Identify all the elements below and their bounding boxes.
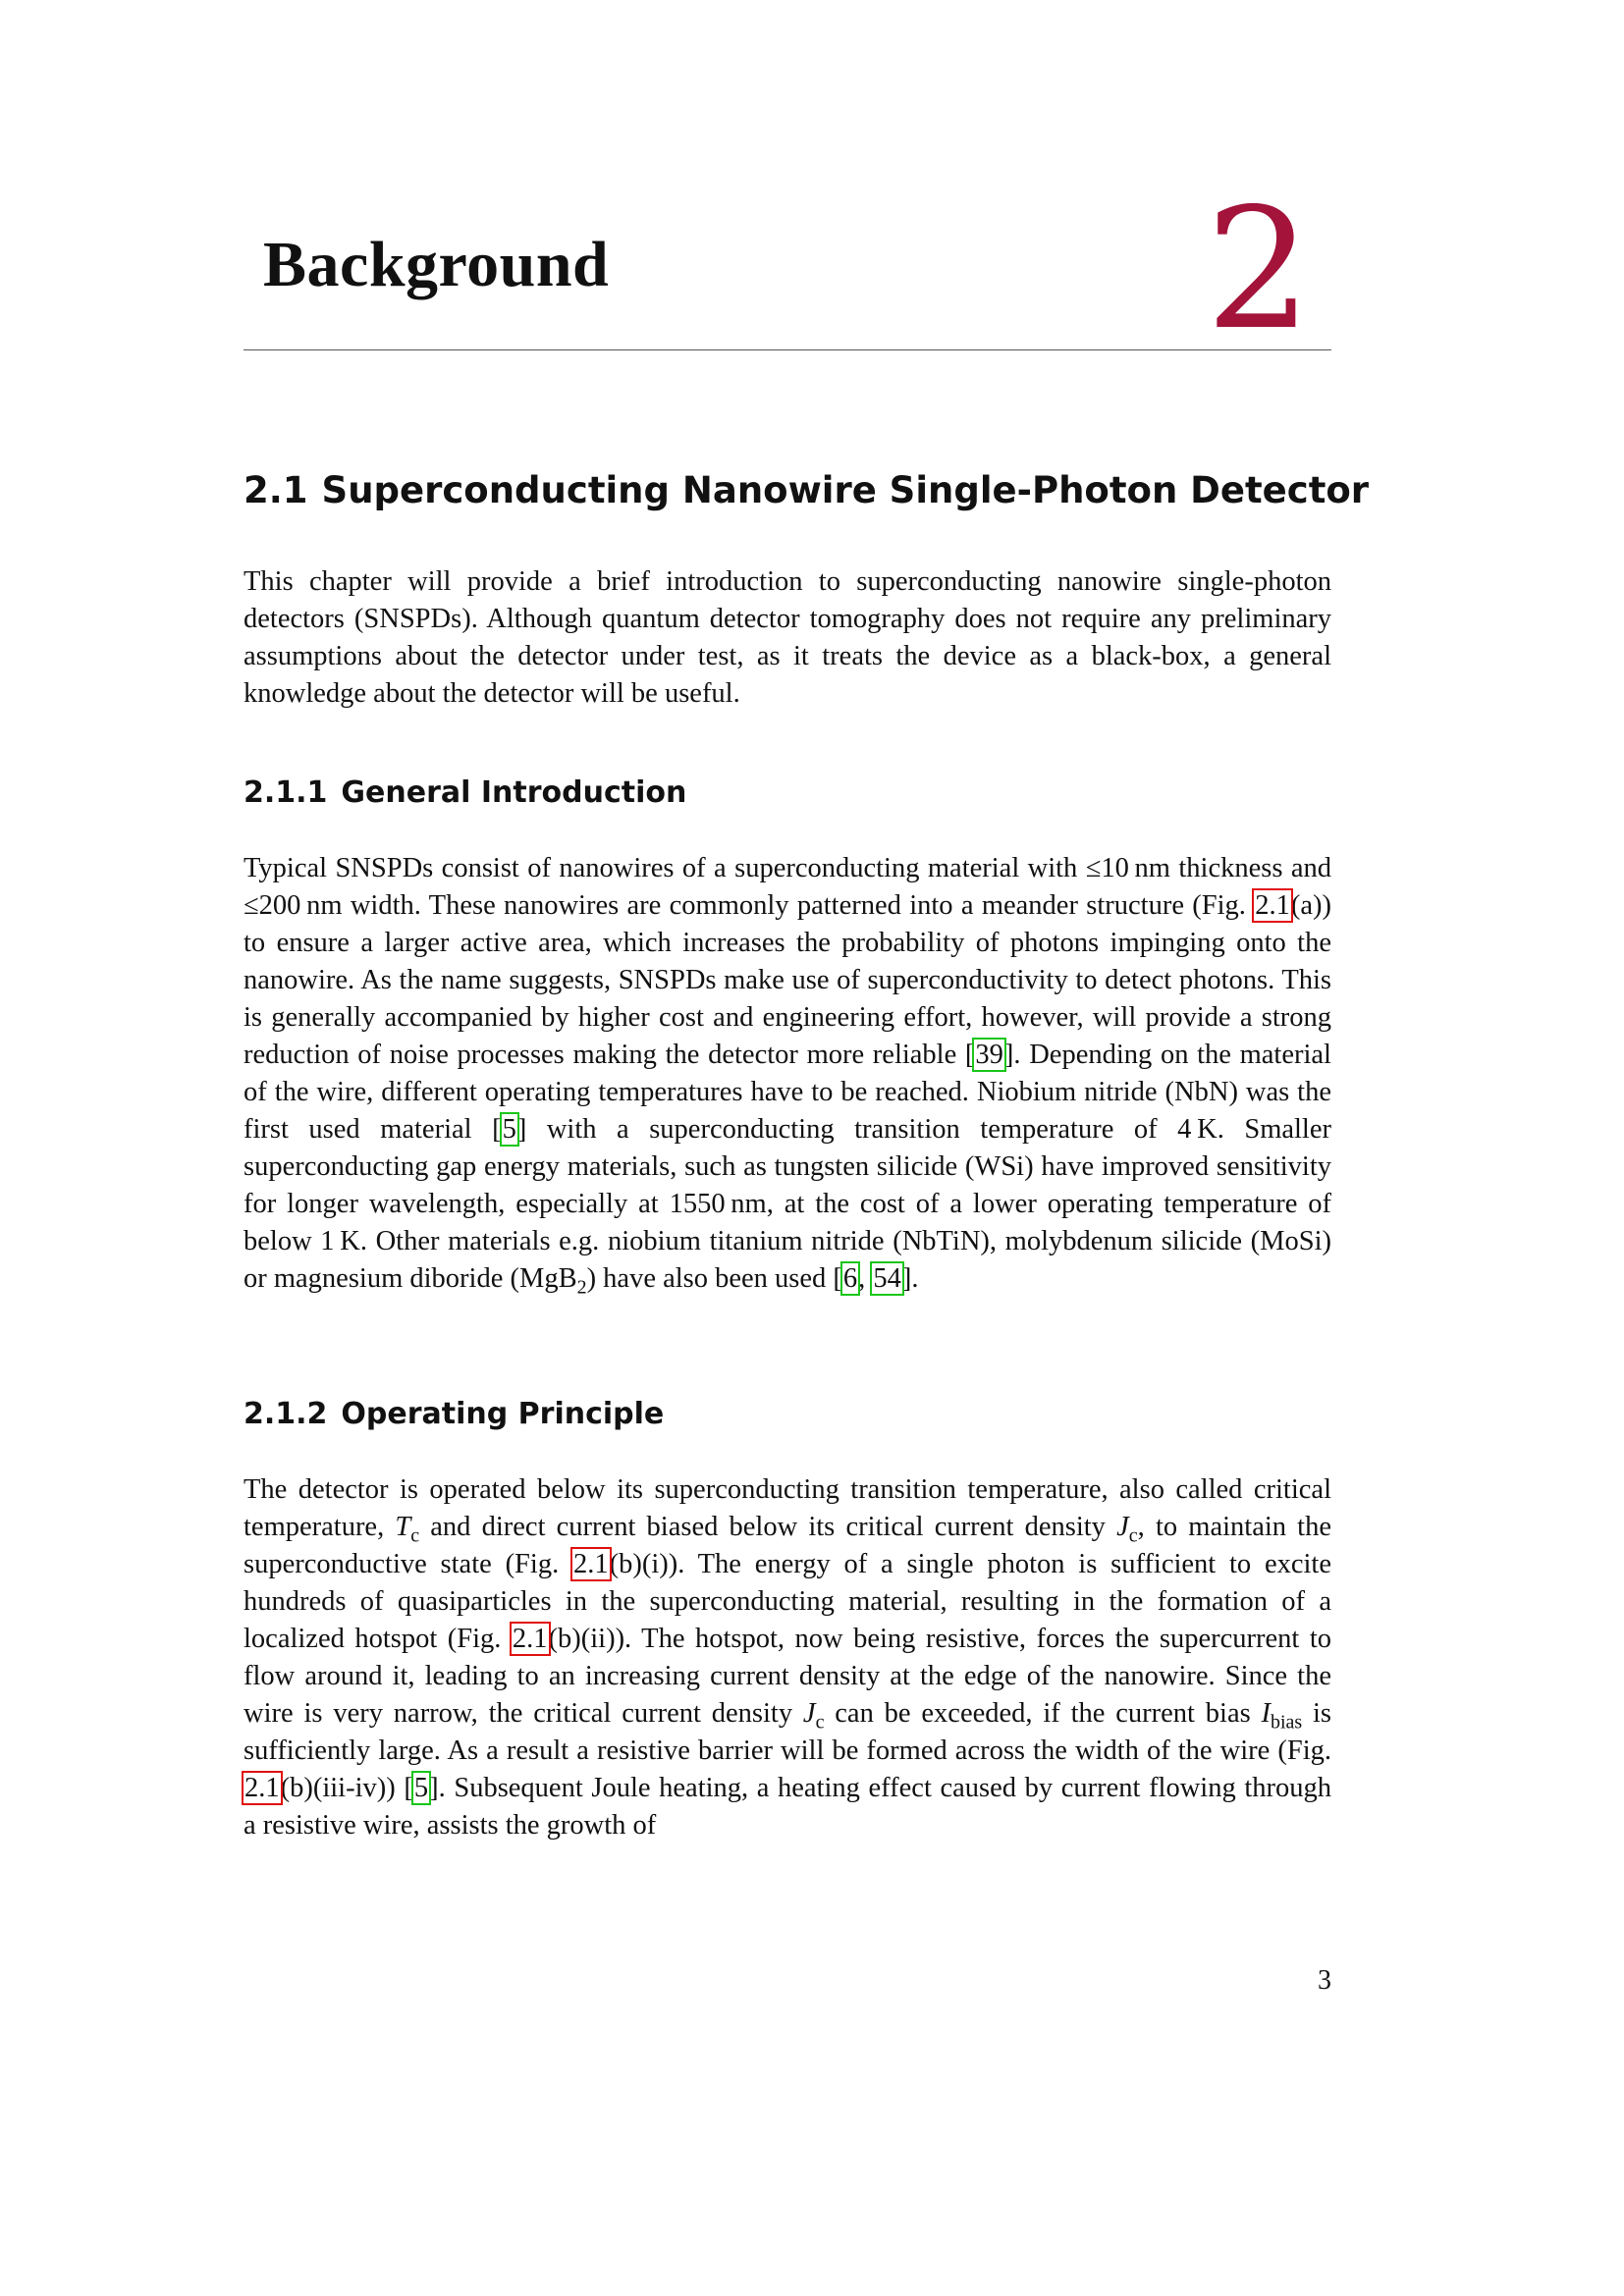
- subsection-title: General Introduction: [341, 775, 687, 810]
- text-run: ,: [858, 1263, 873, 1294]
- math-J: J: [802, 1698, 816, 1729]
- chapter-number: 2: [1205, 173, 1312, 367]
- subscript-bias: bias: [1271, 1711, 1303, 1734]
- text-run: The detector is operated below its superconducting transition temperature, also called critical temperature,: [244, 1474, 1331, 1542]
- figure-ref-link[interactable]: 2.1: [572, 1549, 609, 1579]
- text-run: , to maintain the superconductive state (Fig.: [244, 1512, 1331, 1579]
- subsection-title: Operating Principle: [341, 1397, 665, 1431]
- text-run: is sufficiently large. As a result a resistive barrier will be formed across the width of the wire (Fig.: [244, 1698, 1332, 1766]
- section-number: 2.1: [244, 469, 308, 511]
- citation-link-39[interactable]: 39: [975, 1040, 1003, 1070]
- text-run: can be exceeded, if the current bias: [824, 1698, 1262, 1729]
- subsection-heading-general: [244, 775, 686, 810]
- math-J: J: [1116, 1512, 1129, 1542]
- text-run: (b)(ii)). The hotspot, now being resistive, forces the supercurrent to flow around it, leading to an increasing current density at the edge of the nanowire. Since the wire is very narrow, the critical current density: [244, 1624, 1331, 1729]
- chapter-title: Background: [263, 229, 610, 300]
- subscript-c: c: [1128, 1524, 1138, 1547]
- citation-link-6[interactable]: 6: [842, 1263, 858, 1294]
- text-run: ]. Subsequent Joule heating, a heating effect caused by current flowing through a resistive wire, assists the growth of: [244, 1773, 1332, 1841]
- figure-ref-link[interactable]: 2.1: [1255, 890, 1290, 921]
- citation-link-54[interactable]: 54: [873, 1263, 901, 1294]
- citation-link-5[interactable]: 5: [413, 1773, 429, 1803]
- text-run: ] with a superconducting transition temperature of 4 K. Smaller superconducting gap energy materials, such as tungsten silicide (WSi) have improved sensitivity for longer wavelength, especially at 1550 nm, at the cost of a lower operating temperature of below 1 K. Other materials e.g. niobium titanium nitride (NbTiN), molybdenum silicide (MoSi) or magnesium diboride (MgB: [244, 1114, 1331, 1294]
- chapter-header: [244, 173, 1331, 367]
- text-run: (a)) to ensure a larger active area, which increases the probability of photons impinging onto the nanowire. As the name suggests, SNSPDs make use of superconductivity to detect photons. This is generally accompanied by higher cost and engineering effort, however, will provide a strong reduction of noise processes making the detector more reliable [: [244, 890, 1331, 1070]
- subscript-c: c: [815, 1711, 825, 1734]
- subsection-number: 2.1.2: [244, 1397, 328, 1431]
- text-run: ) have also been used [: [586, 1263, 842, 1294]
- text-run: Typical SNSPDs consist of nanowires of a superconducting material with ≤10 nm thickness and ≤200 nm width. These nanowires are commonly patterned into a meander structure (Fig.: [244, 853, 1331, 921]
- text-run: ].: [901, 1263, 919, 1294]
- figure-ref-link[interactable]: 2.1: [244, 1773, 280, 1803]
- operating-principle-paragraph: [244, 1471, 1331, 1844]
- general-intro-paragraph: [244, 850, 1331, 1298]
- subscript-c: c: [410, 1524, 420, 1547]
- text-run: ]. Depending on the material of the wire, different operating temperatures have to be reached. Niobium nitride (NbN) was the first used material [: [244, 1040, 1331, 1145]
- subscript-2: 2: [576, 1276, 587, 1299]
- section-title: Superconducting Nanowire Single-Photon Detector: [321, 469, 1370, 511]
- figure-ref-link[interactable]: 2.1: [512, 1624, 548, 1654]
- section-heading: [244, 469, 1369, 511]
- math-T: T: [395, 1512, 411, 1542]
- text-run: (b)(iii-iv)) [: [280, 1773, 413, 1803]
- text-run: and direct current biased below its critical current density: [419, 1512, 1117, 1542]
- subsection-heading-operating: [244, 1397, 664, 1431]
- citation-link-5[interactable]: 5: [502, 1114, 516, 1145]
- page-number: 3: [1318, 1965, 1331, 1996]
- math-I: I: [1261, 1698, 1272, 1729]
- subsection-number: 2.1.1: [244, 775, 328, 810]
- text-run: (b)(i)). The energy of a single photon is sufficient to excite hundreds of quasiparticles in the superconducting material, resulting in the formation of a localized hotspot (Fig.: [244, 1549, 1331, 1654]
- intro-paragraph: This chapter will provide a brief introduction to superconducting nanowire single-photon detectors (SNSPDs). Although quantum detector tomography does not require any preliminary assumptions about the detector under test, as it treats the device as a black-box, a general knowledge about the detector will be useful.: [244, 566, 1331, 709]
